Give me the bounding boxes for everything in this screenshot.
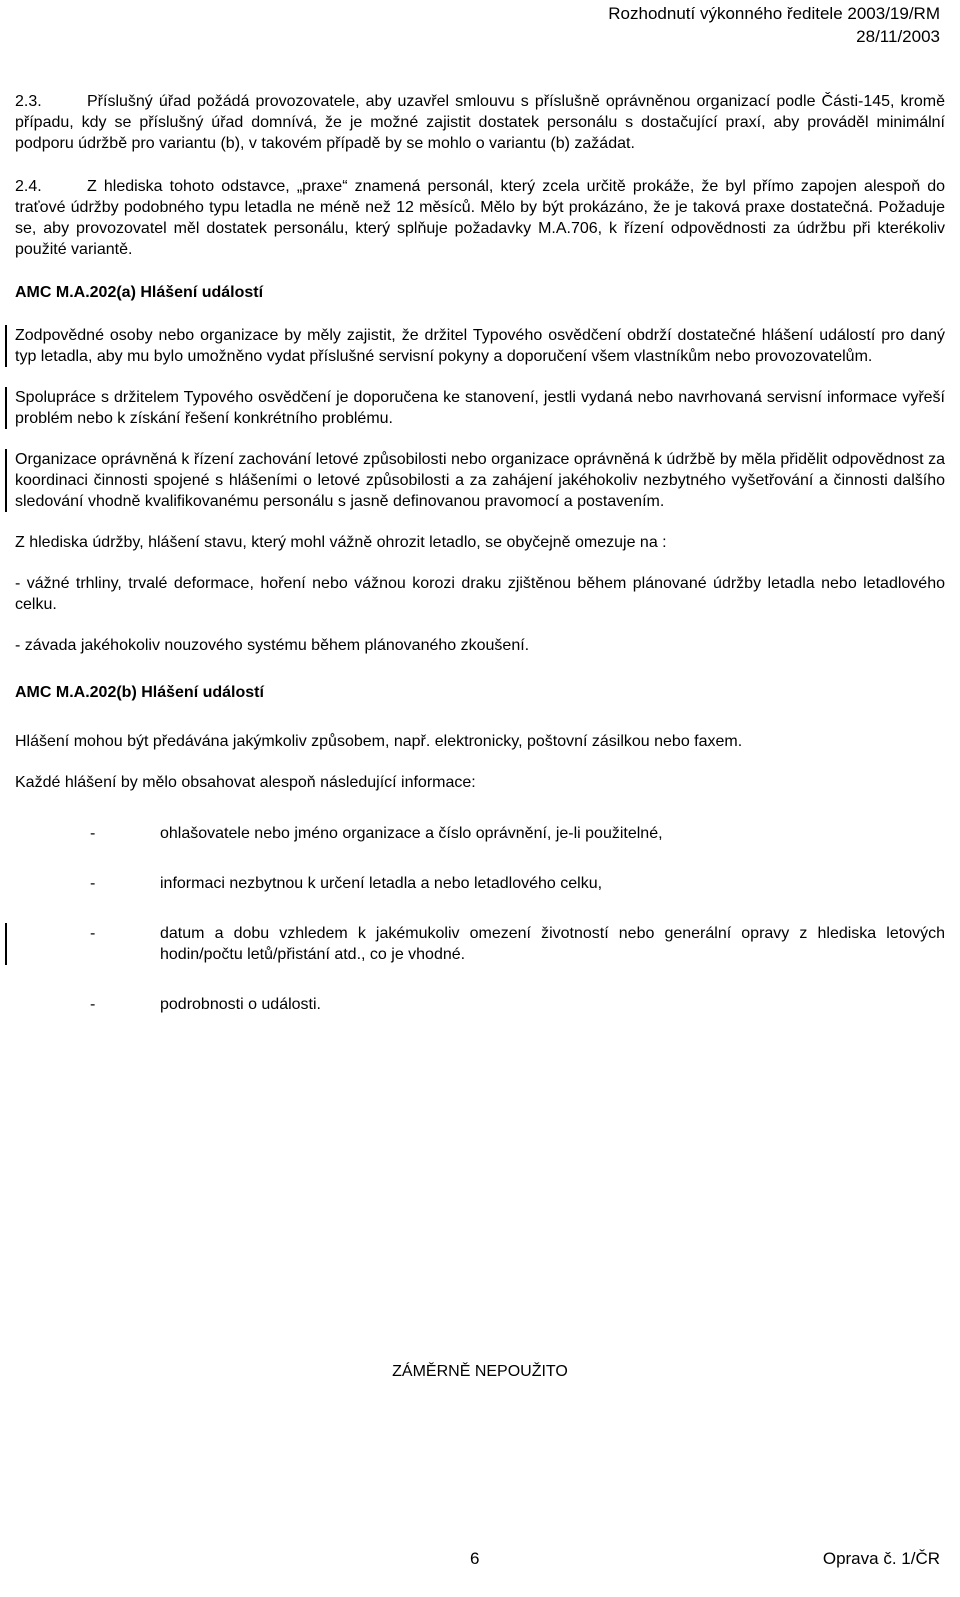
list-item-text: datum a dobu vzhledem k jakémukoliv omezení životností nebo generální opravy z hlediska letových hodin/počtu letů/přistání atd., co je vhodné.: [160, 925, 945, 963]
list-dash: -: [90, 875, 96, 892]
revision-bar: [5, 325, 7, 367]
paragraph-amc-a-4: Z hlediska údržby, hlášení stavu, který mohl vážně ohrozit letadlo, se obyčejně omezuje na :: [15, 534, 667, 551]
revision-bar: [5, 923, 7, 965]
revision-bar: [5, 387, 7, 429]
paragraph-amc-a-3: [15, 449, 945, 512]
paragraph-2-4: [15, 176, 945, 260]
revision-bar: [5, 449, 7, 512]
list-item: [15, 923, 945, 965]
paragraph-amc-a-5: - vážné trhliny, trvalé deformace, hoření nebo vážnou korozi draku zjištěnou během plánované údržby letadla nebo letadlového celku.: [15, 575, 945, 613]
paragraph-text: Spolupráce s držitelem Typového osvědčení je doporučena ke stanovení, jestli vydaná nebo navrhovaná servisní informace vyřeší problém nebo k získání řešení konkrétního problému.: [15, 389, 945, 427]
paragraph-amc-b-2: Každé hlášení by mělo obsahovat alespoň následující informace:: [15, 774, 476, 791]
intentionally-blank-note: ZÁMĚRNĚ NEPOUŽITO: [392, 1363, 568, 1380]
list-dash: -: [90, 925, 96, 942]
list-item-text: podrobnosti o události.: [160, 996, 321, 1013]
list-dash: -: [90, 996, 96, 1013]
paragraph-text: Organizace oprávněná k řízení zachování letové způsobilosti nebo organizace oprávněná k údržbě by měla přidělit odpovědnost za koordinaci činnosti spojené s hlášeními o letové způsobilosti a za zahájení jakéhokoliv nezbytného vyšetřování a činnosti dalšího sledování vhodně kvalifikovanému personálu s jasně definovanou pravomocí a postavením.: [15, 451, 945, 510]
list-item: [15, 823, 945, 844]
list-item-text: informaci nezbytnou k určení letadla a nebo letadlového celku,: [160, 875, 603, 892]
document-title: Rozhodnutí výkonného ředitele 2003/19/RM: [608, 4, 940, 23]
paragraph-text: Z hlediska tohoto odstavce, „praxe“ znamená personál, který zcela určitě prokáže, že byl přímo zapojen alespoň do traťové údržby podobného typu letadla ne méně než 12 měsíců. Mělo by být prokázáno, že je taková praxe dostatečná. Požaduje se, aby provozovatel měl dostatek personálu, který splňuje požadavky M.A.706, k řízení odpovědnosti za údržbu při kterékoliv použité variantě.: [15, 178, 945, 258]
heading-amc-202b: AMC M.A.202(b) Hlášení událostí: [15, 684, 264, 701]
paragraph-amc-a-1: [15, 325, 945, 367]
document-body: [15, 91, 945, 1044]
list-item: [15, 994, 945, 1015]
list-dash: -: [90, 825, 96, 842]
list-item: [15, 873, 945, 894]
paragraph-text: Zodpovědné osoby nebo organizace by měly zajistit, že držitel Typového osvědčení obdrží dostatečné hlášení událostí pro daný typ letadla, aby mu bylo umožněno vydat příslušné servisní pokyny a doporučení všem vlastníkům nebo provozovatelům.: [15, 327, 945, 365]
paragraph-amc-b-1: Hlášení mohou být předávána jakýmkoliv způsobem, např. elektronicky, poštovní zásilkou nebo faxem.: [15, 733, 743, 750]
paragraph-number: 2.4.: [15, 178, 42, 195]
page-header: [608, 2, 940, 48]
document-date: 28/11/2003: [856, 27, 940, 46]
paragraph-amc-a-6: - závada jakéhokoliv nouzového systému během plánovaného zkoušení.: [15, 637, 530, 654]
paragraph-text: Příslušný úřad požádá provozovatele, aby uzavřel smlouvu s příslušně oprávněnou organizací podle Části-145, kromě případu, kdy se příslušný úřad domnívá, že je možné zajistit dostatek personálu s dostačující praxí, aby prováděl minimální podporu údržbě pro variantu (b), v takovém případě by se mohlo o variantu (b) zažádat.: [15, 93, 945, 152]
footer-reference: Oprava č. 1/ČR: [822, 1549, 940, 1568]
page-number: 6: [470, 1549, 480, 1568]
heading-amc-202a: AMC M.A.202(a) Hlášení událostí: [15, 284, 264, 301]
paragraph-number: 2.3.: [15, 93, 42, 110]
paragraph-2-3: [15, 91, 945, 154]
paragraph-amc-a-2: [15, 387, 945, 429]
list-item-text: ohlašovatele nebo jméno organizace a číslo oprávnění, je-li použitelné,: [160, 825, 663, 842]
information-list: [15, 823, 945, 1015]
